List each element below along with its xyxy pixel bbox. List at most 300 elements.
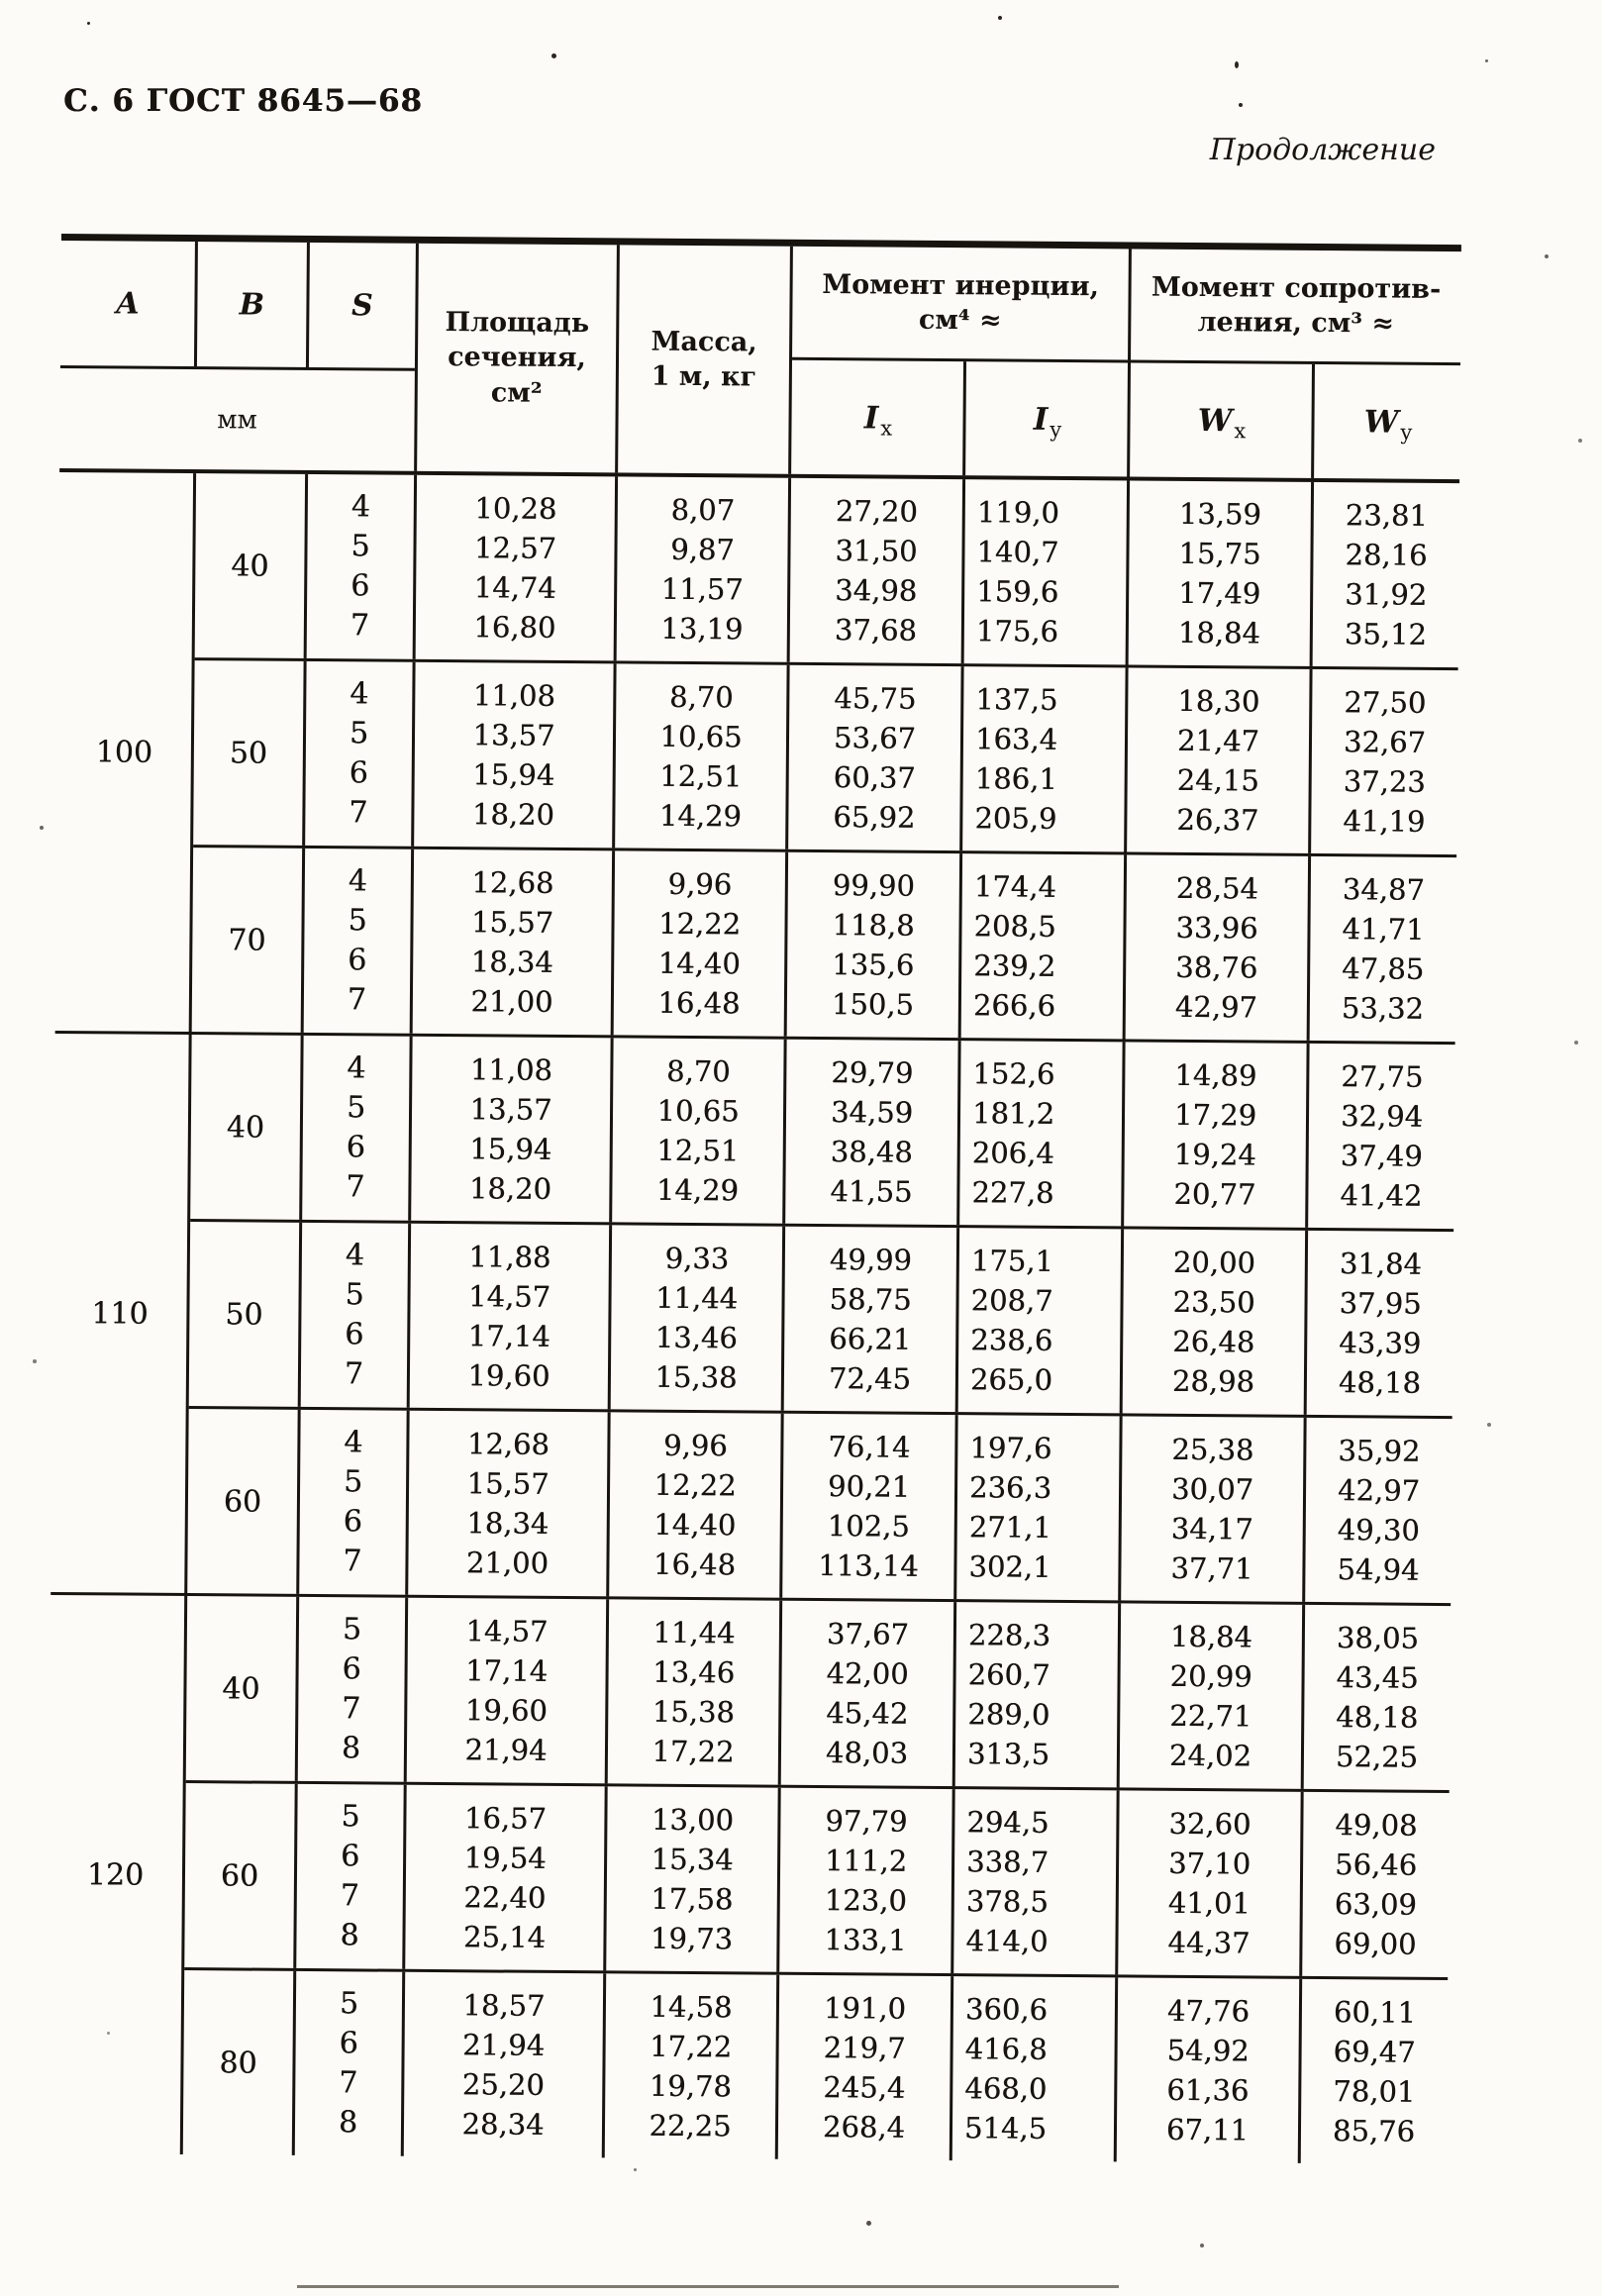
cell-s: 4 [350, 676, 369, 712]
cell-wy: 63,09 [1334, 1887, 1417, 1922]
column-iy [958, 1228, 1124, 1413]
cell-wy: 47,85 [1342, 951, 1425, 986]
cell-iy: 227,8 [971, 1175, 1054, 1210]
cell-wy: 53,32 [1341, 991, 1425, 1026]
cell-ix: 245,4 [823, 2070, 906, 2105]
cell-mass: 8,70 [668, 679, 734, 715]
cell-mass: 14,40 [657, 946, 741, 981]
wy-subscript: y [1400, 420, 1413, 445]
cell-iy: 175,1 [970, 1244, 1054, 1278]
b-dimension-cell [187, 1409, 300, 1594]
size-block [193, 657, 1457, 854]
cell-area: 14,57 [467, 1279, 551, 1314]
cell-wy: 41,71 [1342, 912, 1425, 947]
cell-iy: 302,1 [968, 1549, 1051, 1584]
scan-speck [40, 826, 44, 830]
cell-area: 15,94 [469, 1132, 552, 1166]
cell-wy: 69,00 [1334, 1927, 1417, 1961]
wy-symbol: W [1363, 403, 1399, 441]
column-mass [614, 850, 788, 1036]
column-iy [964, 479, 1130, 664]
a-value: 110 [91, 1295, 149, 1332]
cell-wx: 54,92 [1166, 2033, 1250, 2068]
cell-iy: 416,8 [964, 2032, 1048, 2066]
cell-mass: 9,96 [662, 1428, 728, 1463]
cell-area: 15,57 [466, 1466, 550, 1501]
a-dimension-cell [50, 1034, 191, 1593]
size-block [184, 1780, 1449, 1977]
cell-mass: 13,46 [654, 1320, 738, 1355]
cell-mass: 14,29 [658, 798, 743, 834]
cell-s: 6 [343, 1504, 362, 1540]
cell-area: 15,94 [472, 757, 555, 792]
size-block [190, 1035, 1454, 1229]
cell-area: 25,20 [461, 2067, 545, 2102]
resistance-group-title [1131, 249, 1461, 365]
column-area [410, 1224, 612, 1410]
cell-s: 4 [345, 1238, 365, 1273]
column-wx [1129, 480, 1314, 665]
cell-area: 10,28 [474, 491, 557, 526]
cell-iy: 338,7 [965, 1845, 1050, 1879]
cell-s: 5 [345, 1277, 364, 1313]
cell-wy: 54,94 [1337, 1552, 1420, 1587]
cell-wx: 20,77 [1173, 1176, 1256, 1212]
cell-wy: 28,16 [1345, 538, 1428, 572]
column-mass [605, 1973, 779, 2158]
column-area [407, 1598, 609, 1784]
table-section [47, 1592, 1451, 2164]
cell-wx: 32,60 [1168, 1806, 1252, 1842]
cell-wy: 31,92 [1345, 577, 1428, 612]
cell-area: 18,34 [466, 1506, 550, 1541]
cell-wx: 42,97 [1174, 989, 1258, 1025]
cell-s: 4 [347, 1050, 366, 1086]
cell-s: 5 [349, 716, 369, 751]
column-area [405, 1785, 607, 1971]
cell-wy: 23,81 [1345, 498, 1428, 533]
table-section [50, 1031, 1454, 1603]
cell-area: 13,57 [472, 718, 555, 752]
column-mass [611, 1225, 785, 1410]
scan-speck [87, 22, 90, 25]
table-header [59, 234, 1461, 483]
cell-wy: 35,92 [1338, 1434, 1421, 1468]
header-group-resistance [1130, 249, 1461, 479]
cell-s: 7 [344, 1356, 364, 1392]
column-area [416, 475, 618, 661]
cell-wx: 18,30 [1177, 683, 1260, 719]
a-value: 100 [95, 734, 153, 770]
scan-speck [33, 1359, 37, 1363]
col-header-a [60, 241, 198, 366]
cell-ix: 118,8 [832, 908, 915, 943]
ix-subscript: x [880, 416, 893, 441]
column-wy [1313, 482, 1459, 667]
column-mass [612, 1038, 786, 1223]
column-area [411, 1037, 613, 1223]
wx-subscript: x [1234, 418, 1247, 443]
cell-iy: 174,4 [973, 869, 1057, 904]
table-section [55, 472, 1459, 1042]
cell-mass: 13,46 [651, 1654, 736, 1690]
cell-iy: 163,4 [974, 722, 1058, 756]
cell-wy: 27,50 [1344, 685, 1427, 720]
b-dimension-cell [193, 660, 306, 846]
cell-wx: 21,47 [1176, 723, 1260, 758]
cell-area: 21,00 [465, 1546, 550, 1580]
ix-symbol: I [863, 399, 879, 436]
cell-s: 7 [349, 795, 368, 831]
scan-speck [551, 53, 556, 58]
column-wy [1308, 1044, 1454, 1229]
cell-area: 18,34 [470, 945, 553, 979]
cell-ix: 45,42 [826, 1696, 909, 1731]
cell-area: 11,08 [472, 678, 555, 713]
cell-mass: 12,22 [653, 1467, 737, 1503]
cell-wx: 44,37 [1167, 1925, 1251, 1960]
cell-iy: 271,1 [968, 1510, 1051, 1545]
cell-mass: 13,00 [651, 1802, 735, 1838]
cell-wx: 26,37 [1176, 802, 1259, 838]
cell-wx: 23,50 [1172, 1284, 1255, 1320]
cell-wy: 43,39 [1339, 1326, 1422, 1360]
cell-wx: 19,24 [1173, 1137, 1256, 1172]
cell-ix: 34,98 [835, 573, 918, 608]
column-wx [1120, 1603, 1305, 1788]
cell-wx: 67,11 [1165, 2112, 1250, 2147]
b-value: 40 [226, 1109, 265, 1146]
cell-mass: 16,48 [652, 1547, 737, 1582]
cell-wy: 52,25 [1335, 1740, 1419, 1774]
cell-s: 5 [346, 1090, 366, 1126]
cell-ix: 123,0 [824, 1883, 907, 1918]
a-dimension-cell [47, 1595, 187, 2154]
cell-s: 7 [347, 982, 367, 1018]
continuation-label: Продолжение [1209, 133, 1436, 167]
cell-iy: 238,6 [970, 1323, 1053, 1357]
cell-iy: 208,7 [970, 1283, 1053, 1318]
cell-s: 7 [339, 2065, 358, 2101]
size-block [192, 845, 1456, 1042]
cell-mass: 9,33 [664, 1241, 730, 1276]
column-iy [961, 853, 1127, 1039]
cell-area: 28,34 [461, 2107, 545, 2142]
cell-wx: 24,15 [1176, 762, 1259, 798]
a-value: 120 [86, 1856, 145, 1893]
b-value: 60 [220, 1857, 259, 1894]
col-header-ix [791, 360, 966, 475]
cell-wx: 18,84 [1169, 1619, 1253, 1654]
b-value: 70 [228, 922, 266, 958]
cell-iy: 313,5 [966, 1737, 1051, 1771]
cell-s: 6 [342, 1651, 361, 1687]
cell-wx: 18,84 [1177, 615, 1261, 650]
cell-iy: 414,0 [965, 1924, 1049, 1958]
cell-ix: 65,92 [833, 800, 916, 835]
cell-ix: 49,99 [829, 1243, 913, 1277]
cell-wx: 13,59 [1178, 496, 1261, 532]
cell-s: 5 [348, 903, 367, 939]
cell-wy: 56,46 [1334, 1847, 1418, 1882]
cell-mass: 14,40 [653, 1507, 737, 1543]
cell-area: 12,57 [473, 531, 557, 565]
cell-area: 18,20 [468, 1171, 552, 1206]
cell-wx: 26,48 [1172, 1324, 1255, 1359]
column-area [408, 1411, 610, 1597]
scan-speck [1487, 1423, 1491, 1427]
cell-wy: 41,42 [1340, 1178, 1423, 1213]
column-wy [1305, 1418, 1452, 1603]
cell-s: 5 [343, 1464, 363, 1500]
standards-table [47, 234, 1461, 2164]
col-header-wx [1130, 362, 1315, 477]
page-title: С. 6 ГОСТ 8645—68 [63, 83, 423, 119]
cell-s: 6 [346, 1130, 365, 1165]
cell-iy: 119,0 [976, 495, 1059, 530]
cell-mass: 22,25 [649, 2108, 732, 2144]
cell-iy: 140,7 [976, 535, 1059, 569]
b-value: 80 [219, 2045, 257, 2081]
column-s [301, 1223, 411, 1408]
cell-wx: 41,01 [1167, 1885, 1251, 1921]
col-header-area [417, 244, 620, 473]
cell-s: 4 [350, 489, 371, 525]
cell-ix: 53,67 [833, 721, 917, 755]
b-value: 40 [231, 548, 269, 584]
column-iy [953, 1789, 1119, 1974]
cell-mass: 15,38 [654, 1359, 738, 1395]
column-iy [962, 666, 1128, 851]
cell-wy: 78,01 [1333, 2074, 1416, 2109]
column-mass [615, 663, 789, 849]
cell-wy: 32,67 [1343, 725, 1427, 759]
cell-mass: 11,44 [654, 1280, 739, 1316]
cell-mass: 12,51 [656, 1133, 740, 1168]
cell-iy: 175,6 [975, 614, 1059, 649]
col-header-b-label: B [239, 286, 265, 323]
b-dimension-cell [183, 1970, 296, 2155]
cell-ix: 34,59 [830, 1095, 914, 1130]
area-header-label: Площадь сечения, см² [445, 307, 590, 409]
b-dimension-cell [190, 1035, 303, 1220]
cell-mass: 8,07 [670, 492, 736, 528]
b-dimension-cell [184, 1783, 297, 1968]
cell-ix: 219,7 [823, 2031, 906, 2065]
cell-ix: 150,5 [831, 987, 915, 1022]
cell-s: 7 [340, 1878, 360, 1914]
scan-speck [1578, 439, 1582, 443]
cell-iy: 159,6 [976, 574, 1059, 609]
cell-s: 7 [343, 1544, 362, 1579]
size-block [183, 1967, 1448, 2164]
cell-wx: 37,10 [1167, 1846, 1252, 1881]
cell-s: 7 [350, 608, 370, 644]
cell-wx: 24,02 [1168, 1738, 1252, 1773]
cell-iy: 265,0 [969, 1362, 1053, 1397]
cell-wy: 43,45 [1336, 1660, 1419, 1695]
cell-wy: 48,18 [1336, 1700, 1419, 1735]
cell-iy: 197,6 [969, 1431, 1052, 1465]
cell-mass: 15,34 [651, 1842, 734, 1877]
cell-mass: 19,73 [650, 1921, 734, 1956]
cell-s: 4 [344, 1425, 363, 1460]
cell-mass: 14,58 [650, 1989, 733, 2025]
cell-s: 7 [346, 1169, 365, 1205]
column-wy [1301, 1979, 1448, 2164]
column-mass [606, 1786, 780, 1971]
cell-iy: 378,5 [965, 1884, 1049, 1919]
cell-s: 5 [342, 1612, 362, 1647]
section-blocks [187, 1035, 1454, 1603]
cell-area: 14,57 [465, 1614, 549, 1648]
column-ix [788, 665, 963, 850]
table-body [47, 472, 1459, 2164]
b-value: 50 [225, 1296, 263, 1333]
cell-iy: 514,5 [963, 2111, 1048, 2146]
column-wx [1124, 1042, 1309, 1227]
b-value: 60 [223, 1483, 262, 1520]
column-s [302, 1036, 412, 1221]
cell-area: 17,14 [467, 1319, 551, 1353]
cell-mass: 17,22 [651, 1734, 735, 1769]
cell-wx: 38,76 [1175, 949, 1258, 985]
column-ix [790, 478, 965, 663]
cell-s: 6 [348, 943, 367, 978]
cell-wx: 61,36 [1166, 2072, 1250, 2108]
column-wx [1127, 667, 1312, 852]
cell-wx: 22,71 [1169, 1698, 1252, 1734]
cell-ix: 99,90 [832, 868, 916, 903]
col-header-a-label: A [116, 285, 140, 322]
cell-wy: 35,12 [1344, 617, 1428, 651]
cell-ix: 66,21 [829, 1322, 912, 1356]
cell-s: 4 [348, 863, 368, 899]
cell-s: 5 [339, 1986, 359, 2022]
cell-iy: 186,1 [974, 761, 1057, 796]
column-iy [959, 1041, 1125, 1226]
cell-mass: 10,65 [659, 719, 743, 754]
cell-iy: 360,6 [964, 1992, 1049, 2027]
scan-speck [1545, 254, 1549, 258]
cell-area: 18,20 [471, 797, 555, 832]
cell-iy: 208,5 [973, 909, 1056, 944]
cell-area: 25,14 [462, 1920, 547, 1954]
cell-ix: 29,79 [831, 1055, 914, 1090]
section-blocks [192, 473, 1459, 1042]
cell-s: 5 [341, 1799, 360, 1835]
cell-ix: 90,21 [827, 1469, 911, 1504]
cell-wy: 41,19 [1343, 804, 1426, 839]
size-block [187, 1406, 1452, 1603]
column-ix [778, 1975, 953, 2160]
column-mass [617, 476, 791, 661]
column-wy [1304, 1605, 1451, 1790]
column-iy [955, 1602, 1121, 1787]
scan-speck [866, 2221, 871, 2226]
header-row-abs [60, 241, 416, 368]
cell-iy: 260,7 [967, 1657, 1051, 1692]
iy-subscript: y [1050, 417, 1062, 442]
col-header-b [197, 242, 310, 367]
header-group-inertia [791, 247, 1132, 477]
cell-wx: 30,07 [1170, 1471, 1254, 1507]
cell-wy: 48,18 [1338, 1365, 1422, 1400]
column-iy [952, 1976, 1118, 2161]
cell-ix: 42,00 [826, 1656, 909, 1691]
cell-s: 7 [342, 1691, 361, 1727]
cell-iy: 289,0 [967, 1697, 1051, 1732]
cell-ix: 113,14 [818, 1548, 919, 1583]
cell-wy: 60,11 [1333, 1995, 1417, 2030]
cell-ix: 31,50 [835, 534, 918, 568]
cell-mass: 12,22 [657, 906, 742, 942]
cell-wx: 17,49 [1178, 575, 1261, 611]
cell-mass: 8,70 [665, 1053, 731, 1089]
cell-area: 11,08 [469, 1052, 553, 1087]
scan-speck [998, 16, 1002, 20]
cell-ix: 97,79 [825, 1804, 908, 1839]
cell-wy: 42,97 [1337, 1473, 1421, 1508]
column-iy [956, 1415, 1122, 1600]
column-wy [1311, 669, 1457, 854]
column-s [299, 1410, 409, 1595]
cell-wy: 85,76 [1332, 2114, 1416, 2148]
cell-iy: 206,4 [971, 1136, 1054, 1170]
cell-mass: 17,58 [651, 1881, 734, 1917]
cell-wy: 38,05 [1336, 1621, 1420, 1655]
scan-speck [1574, 1041, 1578, 1045]
cell-wy: 37,95 [1339, 1286, 1422, 1321]
column-area [414, 662, 616, 849]
cell-area: 13,57 [469, 1092, 552, 1127]
cell-wx: 34,17 [1170, 1511, 1253, 1547]
mm-unit-label: мм [217, 404, 257, 436]
cell-mass: 9,87 [670, 532, 735, 567]
column-wx [1123, 1229, 1308, 1414]
size-block [189, 1219, 1453, 1416]
cell-wx: 20,00 [1172, 1245, 1256, 1280]
cell-iy: 228,3 [967, 1618, 1051, 1652]
cell-wy: 37,23 [1343, 764, 1426, 799]
cell-wx: 17,29 [1173, 1097, 1257, 1133]
cell-ix: 60,37 [833, 760, 916, 795]
scan-speck [1200, 2244, 1204, 2247]
inertia-group-title [792, 247, 1129, 363]
col-header-iy [965, 361, 1128, 476]
column-ix [787, 852, 962, 1038]
cell-s: 6 [349, 755, 368, 791]
column-s [304, 849, 414, 1034]
column-ix [784, 1227, 959, 1412]
cell-area: 19,60 [467, 1358, 551, 1393]
cell-iy: 236,3 [968, 1470, 1052, 1505]
cell-s: 8 [340, 1918, 359, 1953]
col-header-s-label: S [350, 287, 373, 323]
cell-ix: 191,0 [823, 1991, 907, 2026]
cell-s: 6 [339, 2026, 358, 2061]
cell-mass: 9,96 [667, 866, 733, 902]
cell-ix: 111,2 [824, 1844, 908, 1878]
b-dimension-cell [195, 473, 308, 658]
inertia-title-label: Момент инерции, см⁴ ≈ [822, 268, 1100, 337]
column-ix [785, 1040, 960, 1225]
cell-iy: 468,0 [964, 2071, 1048, 2106]
cell-wy: 37,49 [1340, 1139, 1423, 1173]
column-wy [1307, 1231, 1453, 1416]
cell-ix: 37,67 [826, 1617, 910, 1651]
column-mass [609, 1412, 783, 1597]
